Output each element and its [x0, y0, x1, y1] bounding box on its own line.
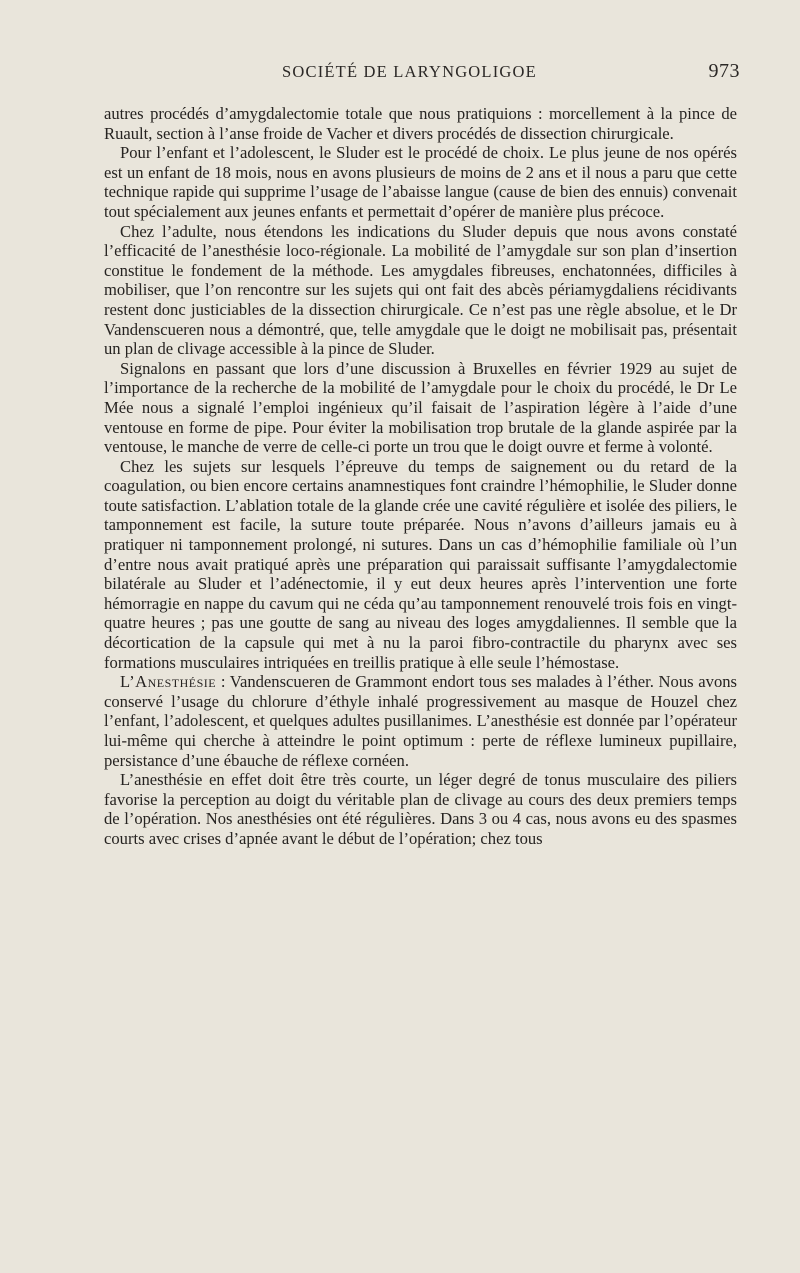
body-text: [104, 104, 737, 849]
paragraph: L’anesthésie en effet doit être très courte, un léger degré de tonus musculaire des piliers favorise la perception au doigt du véritable plan de clivage au cours des deux premiers temps de l’opération. Nos anesthésies ont été régulières. Dans 3 ou 4 cas, nous avons eu des spasmes courts avec crises d’apnée avant le début de l’opération; chez tous: [104, 770, 737, 848]
anesthesia-paragraph: [104, 672, 737, 770]
paragraph: autres procédés d’amygdalectomie totale que nous pratiquions : morcellement à la pince de Ruault, section à l’anse froide de Vacher et divers procédés de dissection chirurgicale.: [104, 104, 737, 143]
paragraph: Chez l’adulte, nous étendons les indications du Sluder depuis que nous avons constaté l’efficacité de l’anesthésie loco-régionale. La mobilité de l’amygdale sur son plan d’insertion constitue le fondement de la méthode. Les amygdales fibreuses, enchatonnées, difficiles à mobiliser, que l’on rencontre sur les sujets qui ont fait des abcès périamygdaliens récidivants restent donc justiciables de la dissection chirurgicale. Ce n’est pas une règle absolue, et le Dr Vandenscueren nous a démontré, que, telle amygdale que le doigt ne mobilisait pas, présentait un plan de clivage accessible à la pince de Sluder.: [104, 221, 737, 359]
paragraph: Chez les sujets sur lesquels l’épreuve du temps de saignement ou du retard de la coagulation, ou bien encore certains anamnestiques font craindre l’hémophilie, le Sluder donne toute satisfaction. L’ablation totale de la glande crée une cavité régulière et isolée des piliers, le tamponnement est facile, la suture toute préparée. Nous n’avons d’ailleurs jamais eu à pratiquer ni tamponnement prolongé, ni sutures. Dans un cas d’hémophilie familiale où l’un d’entre nous avait pratiqué après une préparation qui paraissait suffisante l’amygdalectomie bilatérale au Sluder et l’adénectomie, il y eut deux heures après l’intervention une forte hémorragie en nappe du cavum qui ne céda qu’au tamponnement renouvelé trois fois en vingt-quatre heures ; pas une goutte de sang au niveau des loges amygdaliennes. Il semble que la décortication de la capsule qui met à nu la paroi fibro-contractile du pharynx avec ses formations musculaires intriquées en treillis pratique à elle seule l’hémostase.: [104, 456, 737, 672]
anesthesia-heading: L’Anesthésie: [120, 672, 217, 692]
running-title: SOCIÉTÉ DE LARYNGOLIGOE: [282, 62, 537, 81]
page-header: [104, 60, 740, 86]
paragraph: Signalons en passant que lors d’une discussion à Bruxelles en février 1929 au sujet de l’importance de la recherche de la mobilité de l’amygdale pour le choix du procédé, le Dr Le Mée nous a signalé l’emploi ingénieux qu’il faisait de l’aspiration légère à l’aide d’une ventouse en forme de pipe. Pour éviter la mobilisation trop brutale de la glande aspirée par la ventouse, le manche de verre de celle-ci porte un trou que le doigt ouvre et ferme à volonté.: [104, 358, 737, 457]
anesthesia-text: : Vandenscueren de Grammont endort tous ses malades à l’éther. Nous avons conservé l’usage du chlorure d’éthyle inhalé progressivement au masque de Houzel chez l’enfant, l’adolescent, et quelques adultes pusillanimes. L’anesthésie est donnée par l’opérateur lui-même qui cherche à atteindre le point optimum : perte de réflexe lumineux pupillaire, persistance d’une ébauche de réflexe cornéen.: [104, 672, 737, 770]
page-number: 973: [708, 60, 740, 82]
paragraph: Pour l’enfant et l’adolescent, le Sluder est le procédé de choix. Le plus jeune de nos opérés est un enfant de 18 mois, nous en avons plusieurs de moins de 2 ans et il nous a paru que cette technique rapide qui supprime l’usage de l’abaisse langue (cause de bien des ennuis) convenait tout spécialement aux jeunes enfants et permettait d’opérer de manière plus précoce.: [104, 143, 737, 221]
